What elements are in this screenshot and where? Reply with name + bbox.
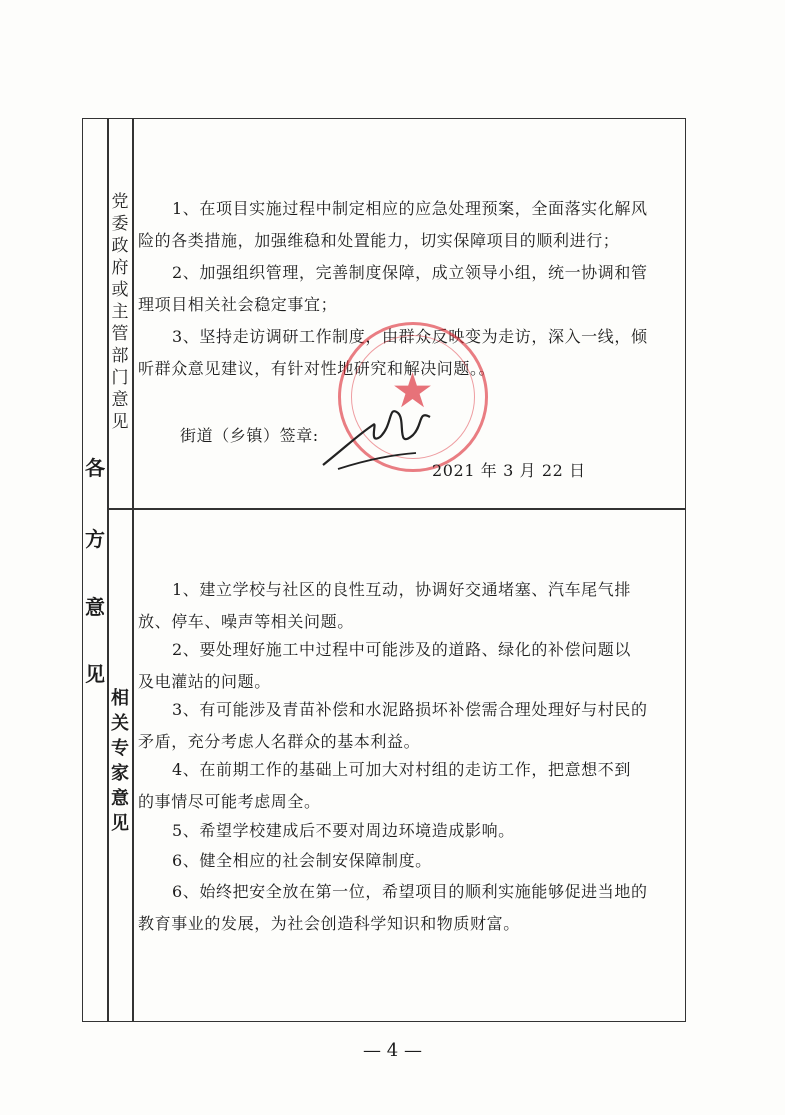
expert-paragraph: 1、建立学校与社区的良性互动，协调好交通堵塞、汽车尾气排 放、停车、噪声等相关问题。 [138,580,631,631]
party-paragraph: 3、坚持走访调研工作制度，由群众反映变为走访，深入一线，倾 听群众意见建议，有针对性地研究和解决问题。。 [138,327,648,378]
label-char: 意 [111,390,129,410]
outer-label-char: 各 [85,456,105,480]
section-divider [107,508,686,510]
expert-paragraph: 6、健全相应的社会制安保障制度。 [172,851,432,870]
label-char: 门 [111,368,129,388]
column-divider-inner [132,118,134,1022]
expert-paragraph: 3、有可能涉及青苗补偿和水泥路损坏补偿需合理处理好与村民的 矛盾，充分考虑人名群众的基本利益。 [138,700,648,751]
label-char: 关 [111,713,129,734]
label-char: 主 [111,302,129,322]
party-section-label [108,191,132,433]
party-paragraph: 1、在项目实施过程中制定相应的应急处理预案，全面落实化解风 险的各类措施，加强维稳和处置能力，切实保障项目的顺利进行； [138,199,648,250]
signature-label: 街道（乡镇）签章: [180,426,319,445]
label-char: 专 [111,738,129,759]
label-char: 意 [111,788,129,809]
label-char: 部 [111,346,129,366]
label-char: 家 [111,763,129,784]
expert-paragraph: 5、希望学校建成后不要对周边环境造成影响。 [172,821,515,840]
expert-paragraph: 2、要处理好施工中过程中可能涉及的道路、绿化的补偿问题以 及电灌站的问题。 [138,640,631,691]
outer-label-char: 见 [85,662,105,686]
label-char: 管 [111,324,129,344]
label-char: 党 [111,192,129,212]
expert-paragraph: 6、始终把安全放在第一位，希望项目的顺利实施能够促进当地的 教育事业的发展，为社会创造科学知识和物质财富。 [138,882,648,933]
label-char: 政 [111,236,129,256]
expert-section-label [108,686,132,836]
sign-date: 2021 年 3 月 22 日 [432,461,586,480]
party-paragraph: 2、加强组织管理，完善制度保障，成立领导小组，统一协调和管 理项目相关社会稳定事宜； [138,263,648,314]
label-char: 见 [111,813,129,834]
label-char: 委 [111,214,129,234]
official-seal: ★ [338,322,488,472]
label-char: 相 [111,688,129,709]
expert-paragraph: 4、在前期工作的基础上可加大对村组的走访工作，把意想不到 的事情尽可能考虑周全。 [138,760,631,811]
handwritten-signature [318,395,438,475]
label-char: 或 [111,280,129,300]
outer-label-char: 意 [85,595,105,619]
outer-label-char: 方 [85,527,105,551]
label-char: 府 [111,258,129,278]
page-number: — 4 — [363,1040,422,1061]
label-char: 见 [111,412,129,432]
